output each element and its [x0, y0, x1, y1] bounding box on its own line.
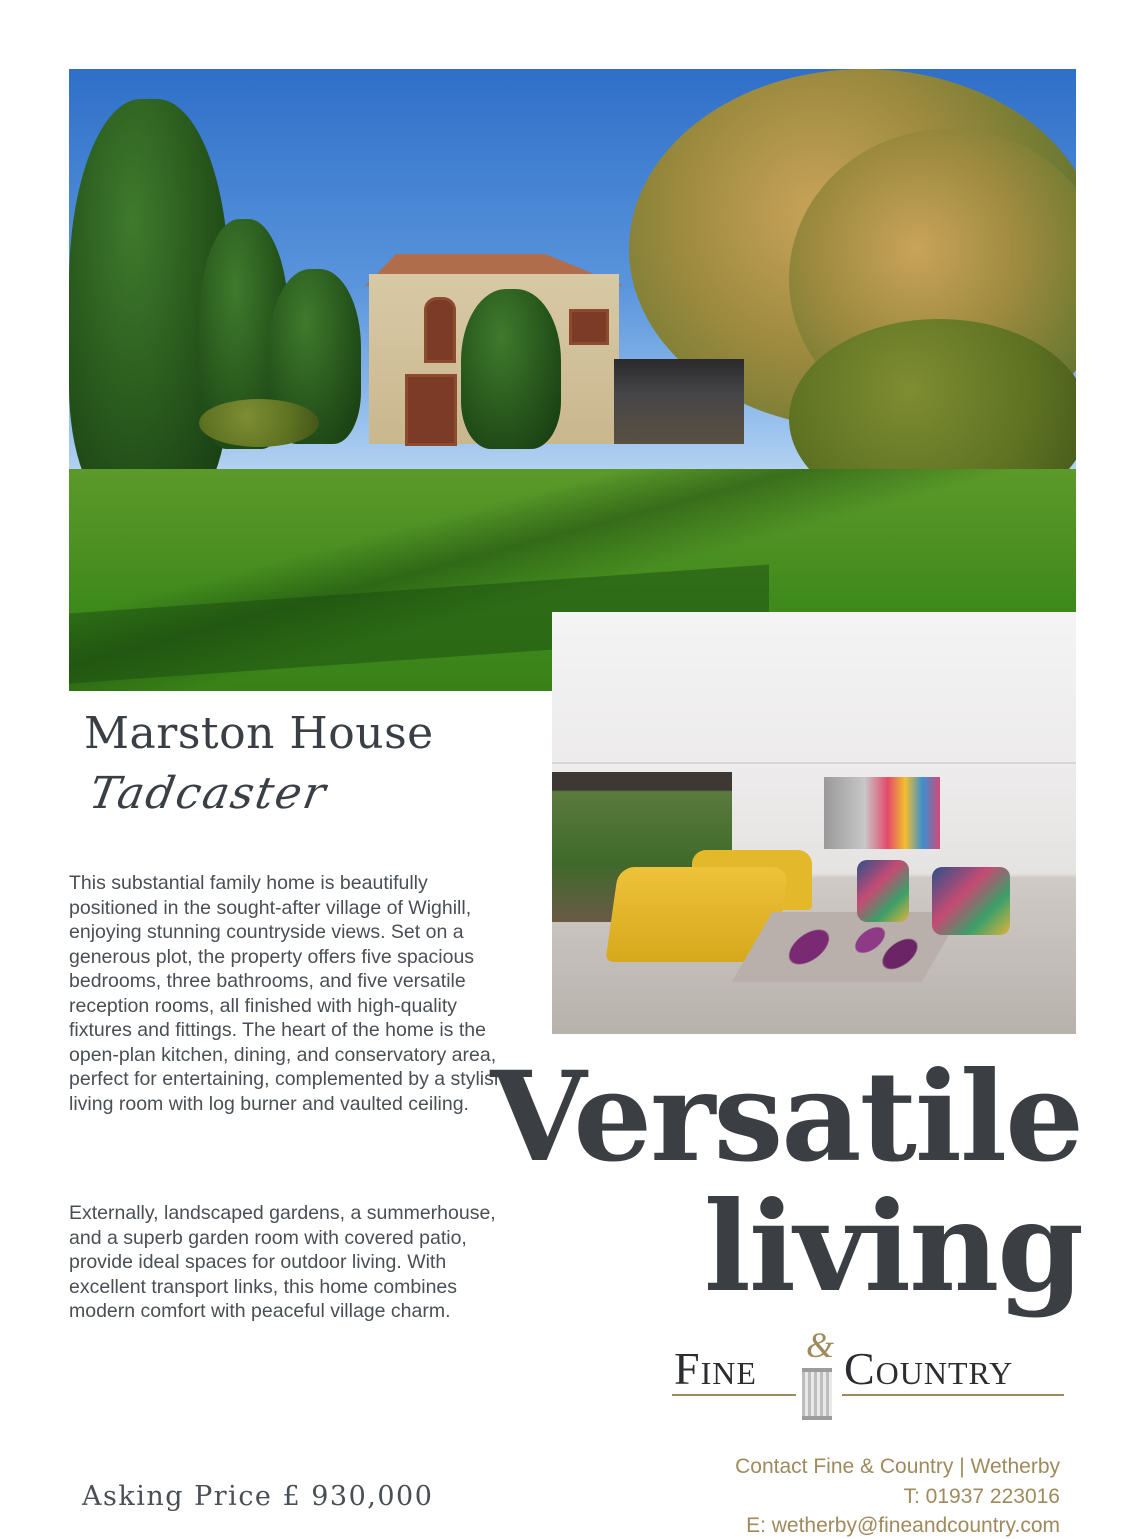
property-name: Marston House	[84, 708, 434, 759]
contact-phone: T: 01937 223016	[903, 1485, 1060, 1508]
description-paragraph: Externally, landscaped gardens, a summerhouse, and a superb garden room with covered patio, provide ideal spaces for outdoor living. With excellent transport links, this home combines modern comfort with peaceful village charm.	[69, 1202, 496, 1322]
house-door	[405, 374, 457, 446]
house-window	[569, 309, 609, 345]
conservatory	[614, 359, 744, 444]
headline-line-2: living	[703, 1175, 1082, 1320]
rug	[732, 912, 962, 982]
house-window	[424, 297, 456, 363]
wall-art	[824, 777, 940, 849]
logo-rule	[842, 1394, 1064, 1396]
conifer-tree	[461, 289, 561, 449]
property-location: Tadcaster	[85, 768, 332, 819]
interior-photo	[552, 612, 1076, 1034]
contact-office: Contact Fine & Country | Wetherby	[735, 1455, 1060, 1478]
armchair	[932, 867, 1010, 935]
logo-word-country: Country	[844, 1343, 1014, 1394]
fine-and-country-logo	[672, 1325, 1067, 1404]
asking-price: Asking Price £ 930,000	[82, 1481, 434, 1512]
logo-word-fine: Fine	[674, 1343, 757, 1394]
logo-ampersand: &	[806, 1325, 835, 1365]
ceiling-line	[552, 762, 1076, 764]
column-icon	[802, 1368, 832, 1420]
logo-rule	[672, 1394, 796, 1396]
description-paragraph: This substantial family home is beautifully positioned in the sought-after village of Wighill, enjoying stunning countryside views. Set on a generous plot, the property offers five spacious bedrooms, three bathrooms, and five versatile reception rooms, all finished with high-quality fixtures and fittings. The heart of the home is the open-plan kitchen, dining, and conservatory area, perfect for entertaining, complemented by a stylish living room with log burner and vaulted ceiling.	[69, 872, 505, 1115]
headline-line-1: Versatile	[490, 1045, 1082, 1190]
contact-email: E: wetherby@fineandcountry.com	[746, 1514, 1060, 1537]
armchair	[857, 860, 909, 922]
shrub	[199, 399, 319, 447]
exterior-photo	[69, 69, 1076, 691]
